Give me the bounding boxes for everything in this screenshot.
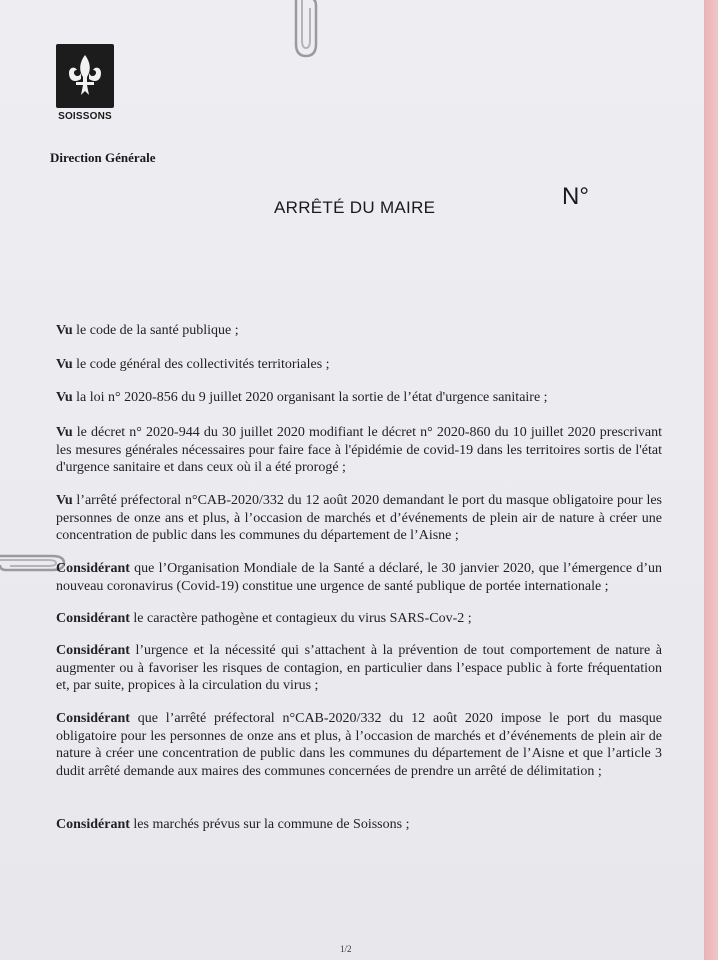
paragraph-lead: Vu <box>56 425 73 440</box>
paragraph <box>56 710 662 780</box>
paragraph <box>56 322 662 340</box>
paragraph-lead: Considérant <box>56 561 130 576</box>
paragraph-text: l’arrêté préfectoral n°CAB-2020/332 du 12 août 2020 demandant le port du masque obligatoire pour les personnes de onze ans et plus, à l’occasion de marchés et d’événements de plein air de nature à créer une concentration de public dans les communes du département de l’Aisne ; <box>56 493 662 543</box>
paragraph-lead: Vu <box>56 357 73 372</box>
paragraph-lead: Considérant <box>56 711 130 726</box>
paragraph-lead: Vu <box>56 390 73 405</box>
paragraph <box>56 560 662 595</box>
paragraph-text: le caractère pathogène et contagieux du virus SARS-Cov-2 ; <box>129 611 472 626</box>
paragraph-text: les marchés prévus sur la commune de Soissons ; <box>129 817 410 832</box>
paragraph-text: le décret n° 2020-944 du 30 juillet 2020 modifiant le décret n° 2020-860 du 10 juillet 2020 prescrivant les mesures générales nécessaires pour faire face à l'épidémie de covid-19 dans les territoires sortis de l'état d'urgence sanitaire et dans ceux où il a été prorogé ; <box>56 425 662 475</box>
paragraph <box>56 816 662 834</box>
soissons-logo <box>56 44 114 108</box>
paragraph-text: que l’Organisation Mondiale de la Santé a déclaré, le 30 janvier 2020, que l’émergence d’un nouveau coronavirus (Covid-19) constitue une urgence de santé publique de portée internationale ; <box>56 561 662 594</box>
paragraph <box>56 424 662 477</box>
paragraph-lead: Considérant <box>56 611 130 626</box>
paragraph <box>56 389 662 407</box>
paragraph <box>56 356 662 374</box>
paragraph-lead: Considérant <box>56 643 130 658</box>
paragraph-text: l’urgence et la nécessité qui s’attachent à la prévention de tout comportement de nature à augmenter ou à favoriser les risques de contagion, en particulier dans l’espace public à forte fréquentation et, par suite, propices à la circulation du virus ; <box>56 643 662 693</box>
document-title: ARRÊTÉ DU MAIRE <box>274 198 436 217</box>
paragraph-lead: Vu <box>56 493 73 508</box>
paragraph-text: le code général des collectivités territoriales ; <box>72 357 330 372</box>
paragraph-lead: Vu <box>56 323 73 338</box>
paragraph-lead: Considérant <box>56 817 130 832</box>
paragraph-text: la loi n° 2020-856 du 9 juillet 2020 organisant la sortie de l’état d'urgence sanitaire ; <box>72 390 548 405</box>
paragraph <box>56 610 662 628</box>
paragraph <box>56 492 662 545</box>
logo-text: SOISSONS <box>58 111 112 122</box>
department-label: Direction Générale <box>50 150 156 165</box>
page-number: 1/2 <box>340 944 352 954</box>
paragraph <box>56 642 662 695</box>
paragraph-text: que l’arrêté préfectoral n°CAB-2020/332 du 12 août 2020 impose le port du masque obligatoire pour les personnes de onze ans et plus, à l’occasion de marchés et d’événements de plein air de nature à créer une concentration de public dans les communes du département de l’Aisne et que l’article 3 dudit arrêté demande aux maires des communes concernées de prendre un arrêté de délimitation ; <box>56 711 662 779</box>
number-label: N° <box>562 183 589 210</box>
folder-edge <box>704 0 718 960</box>
fleur-de-lis-icon <box>65 53 105 99</box>
paperclip-top <box>286 0 326 60</box>
paragraph-text: le code de la santé publique ; <box>72 323 239 338</box>
